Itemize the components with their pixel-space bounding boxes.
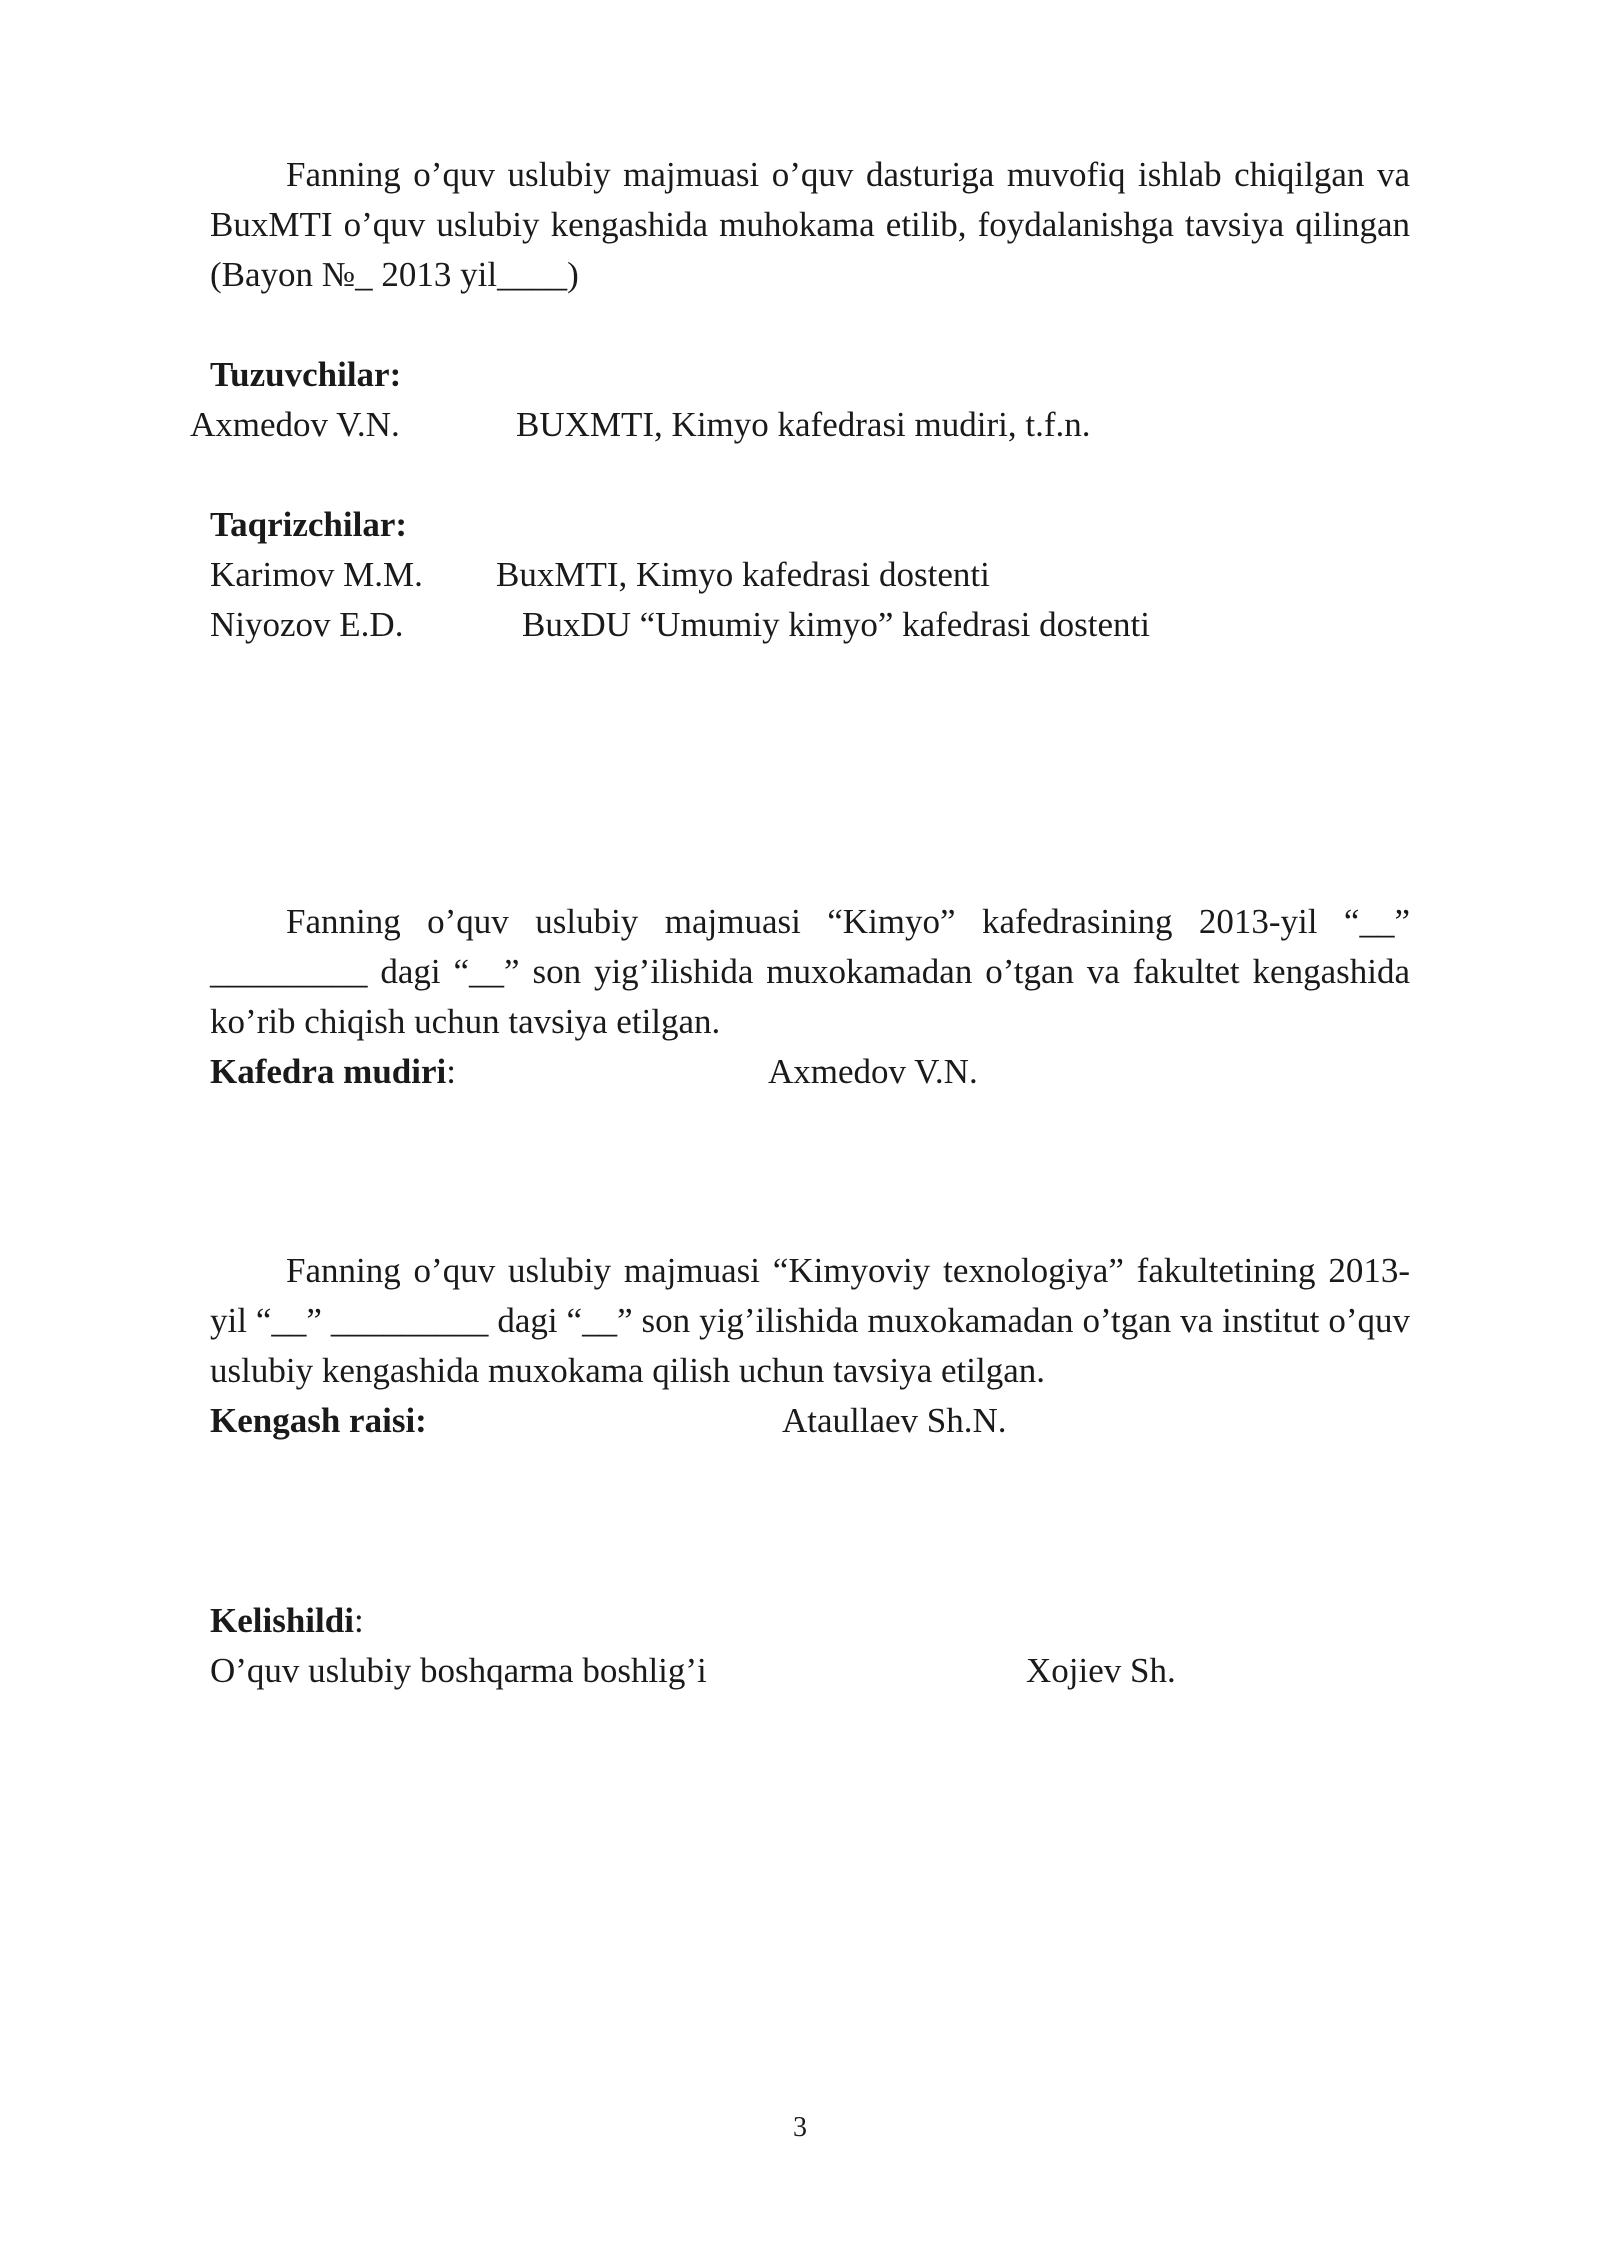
faculty-signature-row [210, 1396, 1410, 1446]
reviewer-role: BuxDU “Umumiy kimyo” kafedrasi dostenti [522, 605, 1150, 644]
reviewer-name: Niyozov E.D. [210, 605, 404, 644]
department-signature-row [210, 1047, 1410, 1097]
faculty-paragraph: Fanning o’quv uslubiy majmuasi “Kimyoviy texnologiya” fakultetining 2013-yil “__” _________ dagi “__” son yig’ilishida muxokamadan o’tgan va institut o’quv uslubiy kengashida muxokama qilish uchun tavsiya etilgan. [210, 1251, 1410, 1390]
agreed-heading-colon: : [353, 1601, 364, 1640]
department-head-name: Axmedov V.N. [768, 1052, 978, 1091]
department-approval-section [210, 897, 1410, 1097]
agreed-signature-row [210, 1646, 1410, 1696]
reviewer-role: BuxMTI, Kimyo kafedrasi dostenti [496, 555, 990, 594]
agreed-heading [210, 1596, 1410, 1646]
author-row [190, 400, 1410, 450]
authors-section [190, 350, 1410, 450]
agreed-name: Xojiev Sh. [1026, 1651, 1176, 1690]
department-head-label [210, 1047, 456, 1097]
reviewer-row [210, 550, 1410, 600]
page-number: 3 [793, 2112, 807, 2143]
intro-paragraph: Fanning o’quv uslubiy majmuasi o’quv dasturiga muvofiq ishlab chiqilgan va BuxMTI o’quv uslubiy kengashida muhokama etilib, foydalanishga tavsiya qilingan (Bayon №_ 2013 yil____) [210, 155, 1410, 294]
department-head-label-text: Kafedra mudiri [210, 1052, 447, 1091]
authors-heading: Tuzuvchilar: [210, 355, 402, 394]
reviewer-name: Karimov M.M. [210, 555, 423, 594]
author-name: Axmedov V.N. [190, 405, 400, 444]
reviewers-heading: Taqrizchilar: [210, 505, 408, 544]
intro-section [210, 150, 1410, 300]
agreed-heading-text: Kelishildi [210, 1601, 354, 1640]
department-paragraph: Fanning o’quv uslubiy majmuasi “Kimyo” kafedrasining 2013-yil “__” _________ dagi “__” son yig’ilishida muxokamadan o’tgan va fakultet kengashida ko’rib chiqish uchun tavsiya etilgan. [210, 902, 1410, 1041]
department-head-colon: : [446, 1052, 456, 1091]
reviewers-section [210, 500, 1410, 650]
agreed-section [210, 1596, 1410, 1696]
faculty-approval-section [210, 1246, 1410, 1446]
council-chair-label: Kengash raisi: [210, 1401, 427, 1440]
council-chair-name: Ataullaev Sh.N. [782, 1401, 1007, 1440]
reviewer-row [210, 600, 1410, 650]
author-role: BUXMTI, Kimyo kafedrasi mudiri, t.f.n. [516, 405, 1091, 444]
agreed-position: O’quv uslubiy boshqarma boshlig’i [210, 1651, 707, 1690]
